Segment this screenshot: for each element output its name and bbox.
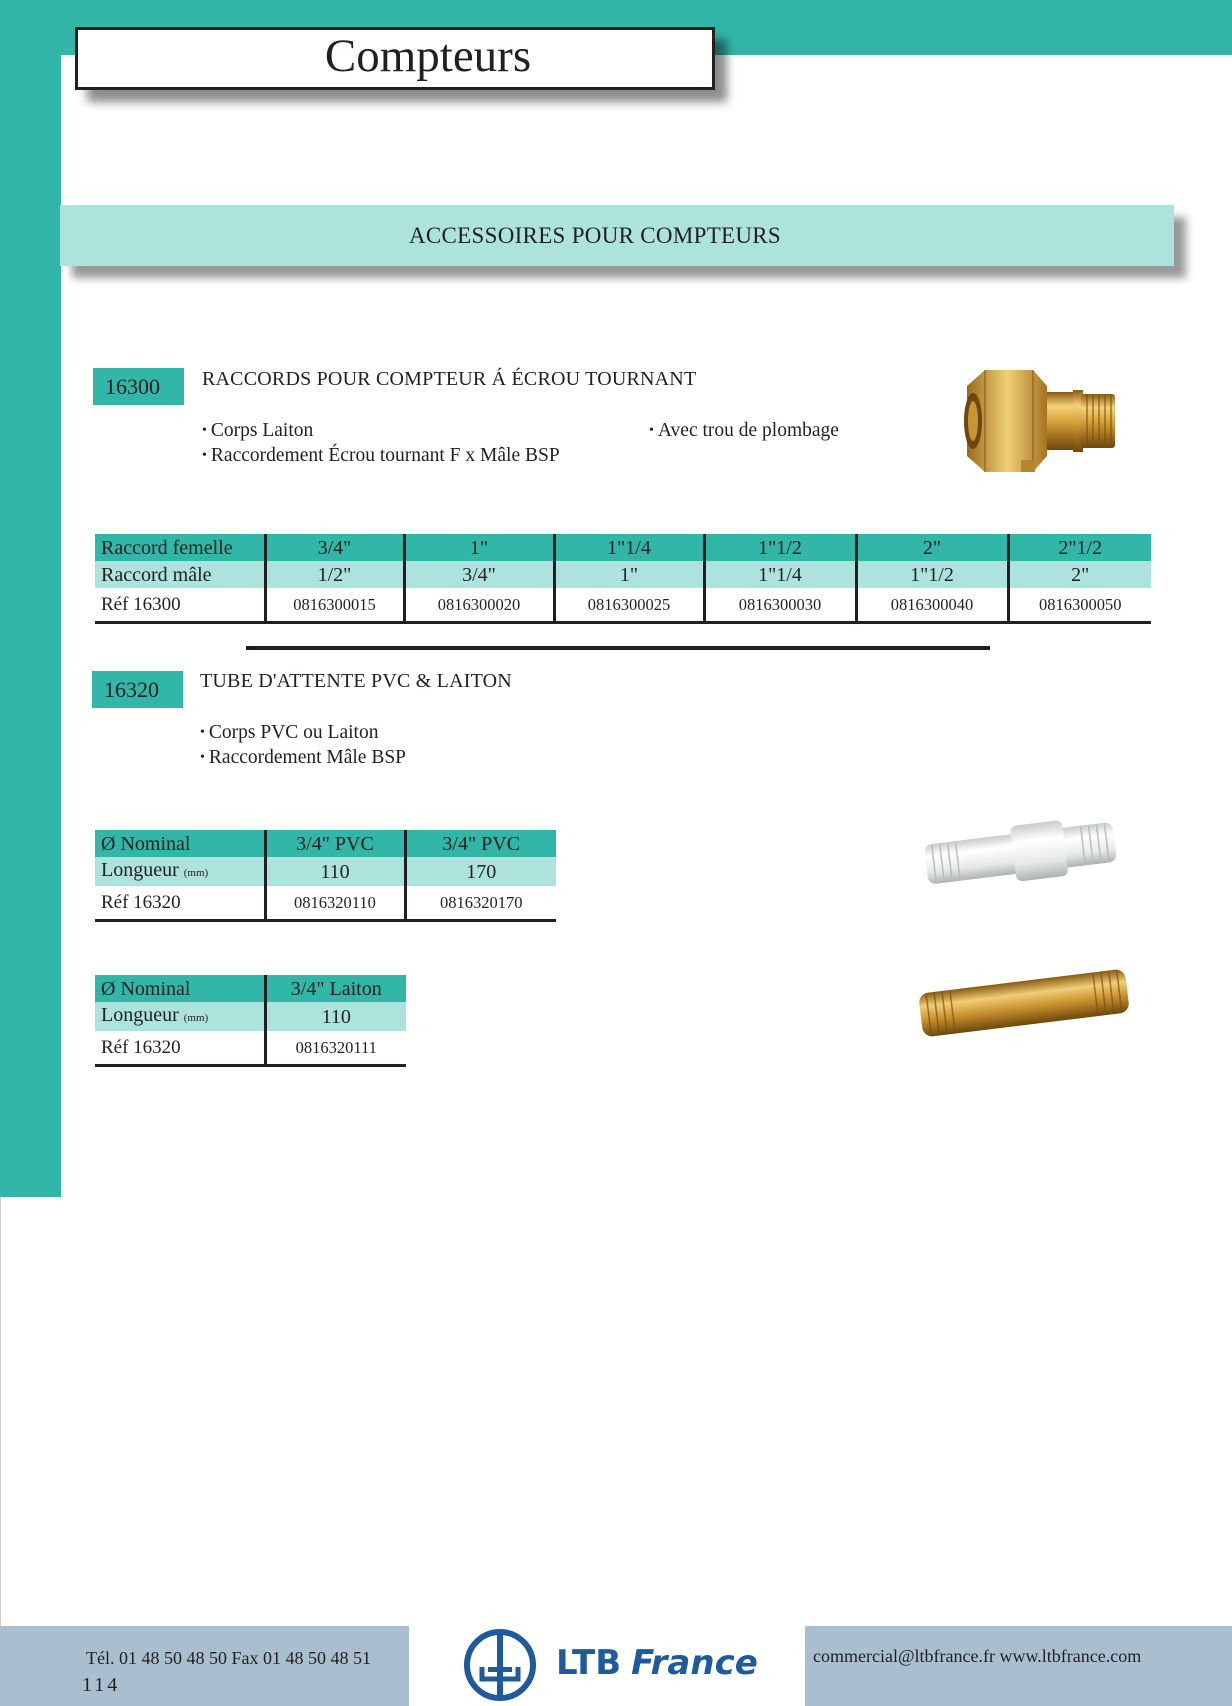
table-cell: 3/4" PVC	[405, 830, 556, 857]
product-code-badge-16320: 16320	[92, 671, 183, 708]
table-cell: 3/4"	[404, 561, 554, 588]
row-label: Raccord femelle	[95, 534, 265, 561]
table-cell: 0816320111	[265, 1031, 406, 1066]
spec-table-16320-laiton	[95, 975, 406, 1067]
table-cell: 0816300030	[704, 588, 856, 623]
table-row	[95, 534, 1151, 561]
title-box	[75, 27, 715, 90]
table-cell: 3/4" PVC	[265, 830, 405, 857]
footer-contact: commercial@ltbfrance.fr www.ltbfrance.com	[813, 1646, 1142, 1666]
table-cell: 0816300015	[265, 588, 404, 623]
table-cell: 1"1/2	[704, 534, 856, 561]
table-cell: 1"1/4	[554, 534, 704, 561]
table-cell: 1"1/2	[856, 561, 1008, 588]
row-label: Longueur (mm)	[95, 1002, 265, 1031]
table-cell: 1/2"	[265, 561, 404, 588]
table-cell: 1"	[554, 561, 704, 588]
feature-item: • Avec trou de plombage	[649, 420, 839, 441]
section-banner	[60, 205, 1174, 266]
section-divider	[246, 646, 990, 650]
table-cell: 2"1/2	[1008, 534, 1151, 561]
row-label: Ø Nominal	[95, 830, 265, 857]
table-row	[95, 1031, 406, 1066]
table-cell: 3/4"	[265, 534, 404, 561]
row-label: Raccord mâle	[95, 561, 265, 588]
feature-item: • Raccordement Écrou tournant F x Mâle BSP	[202, 445, 560, 466]
table-cell: 0816300050	[1008, 588, 1151, 623]
footer-phone-fax: Tél. 01 48 50 48 50 Fax 01 48 50 48 51	[86, 1648, 371, 1668]
row-label: Réf 16300	[95, 588, 265, 623]
pvc-tube-image	[915, 805, 1130, 895]
product-code-badge-16300: 16300	[93, 368, 184, 405]
product-title-16300: RACCORDS POUR COMPTEUR Á ÉCROU TOURNANT	[202, 368, 697, 390]
unit-label: (mm)	[183, 867, 209, 879]
row-label: Ø Nominal	[95, 975, 265, 1002]
table-row	[95, 886, 556, 921]
page-number: 114	[82, 1674, 121, 1696]
brass-tube-image	[912, 955, 1137, 1050]
brass-coupling-image	[955, 360, 1125, 480]
table-row	[95, 975, 406, 1002]
table-cell: 1"	[404, 534, 554, 561]
table-cell: 2"	[1008, 561, 1151, 588]
table-cell: 170	[405, 857, 556, 886]
table-row	[95, 561, 1151, 588]
ltb-logo-text: LTB France	[556, 1643, 758, 1683]
table-cell: 0816320110	[265, 886, 405, 921]
feature-item: • Raccordement Mâle BSP	[200, 747, 407, 768]
table-row	[95, 857, 556, 886]
left-edge-line	[0, 1197, 1, 1627]
section-title: ACCESSOIRES POUR COMPTEURS	[408, 223, 782, 248]
table-cell: 0816300025	[554, 588, 704, 623]
table-cell: 0816320170	[405, 886, 556, 921]
row-label: Longueur (mm)	[95, 857, 265, 886]
feature-item: • Corps Laiton	[202, 420, 314, 441]
table-cell: 110	[265, 857, 405, 886]
spec-table-16300	[95, 534, 1151, 624]
row-label: Réf 16320	[95, 886, 265, 921]
table-cell: 3/4" Laiton	[265, 975, 406, 1002]
left-band	[0, 0, 61, 1197]
row-label: Réf 16320	[95, 1031, 265, 1066]
page-title: Compteurs	[324, 30, 532, 82]
table-cell: 110	[265, 1002, 406, 1031]
unit-label: (mm)	[183, 1012, 209, 1024]
table-row	[95, 1002, 406, 1031]
ltb-logo-icon	[462, 1627, 538, 1703]
spec-table-16320-pvc	[95, 830, 556, 922]
feature-item: • Corps PVC ou Laiton	[200, 722, 379, 743]
product-title-16320: TUBE D'ATTENTE PVC & LAITON	[200, 670, 512, 692]
table-cell: 1"1/4	[704, 561, 856, 588]
table-row	[95, 588, 1151, 623]
table-cell: 2"	[856, 534, 1008, 561]
table-row	[95, 830, 556, 857]
table-cell: 0816300040	[856, 588, 1008, 623]
table-cell: 0816300020	[404, 588, 554, 623]
